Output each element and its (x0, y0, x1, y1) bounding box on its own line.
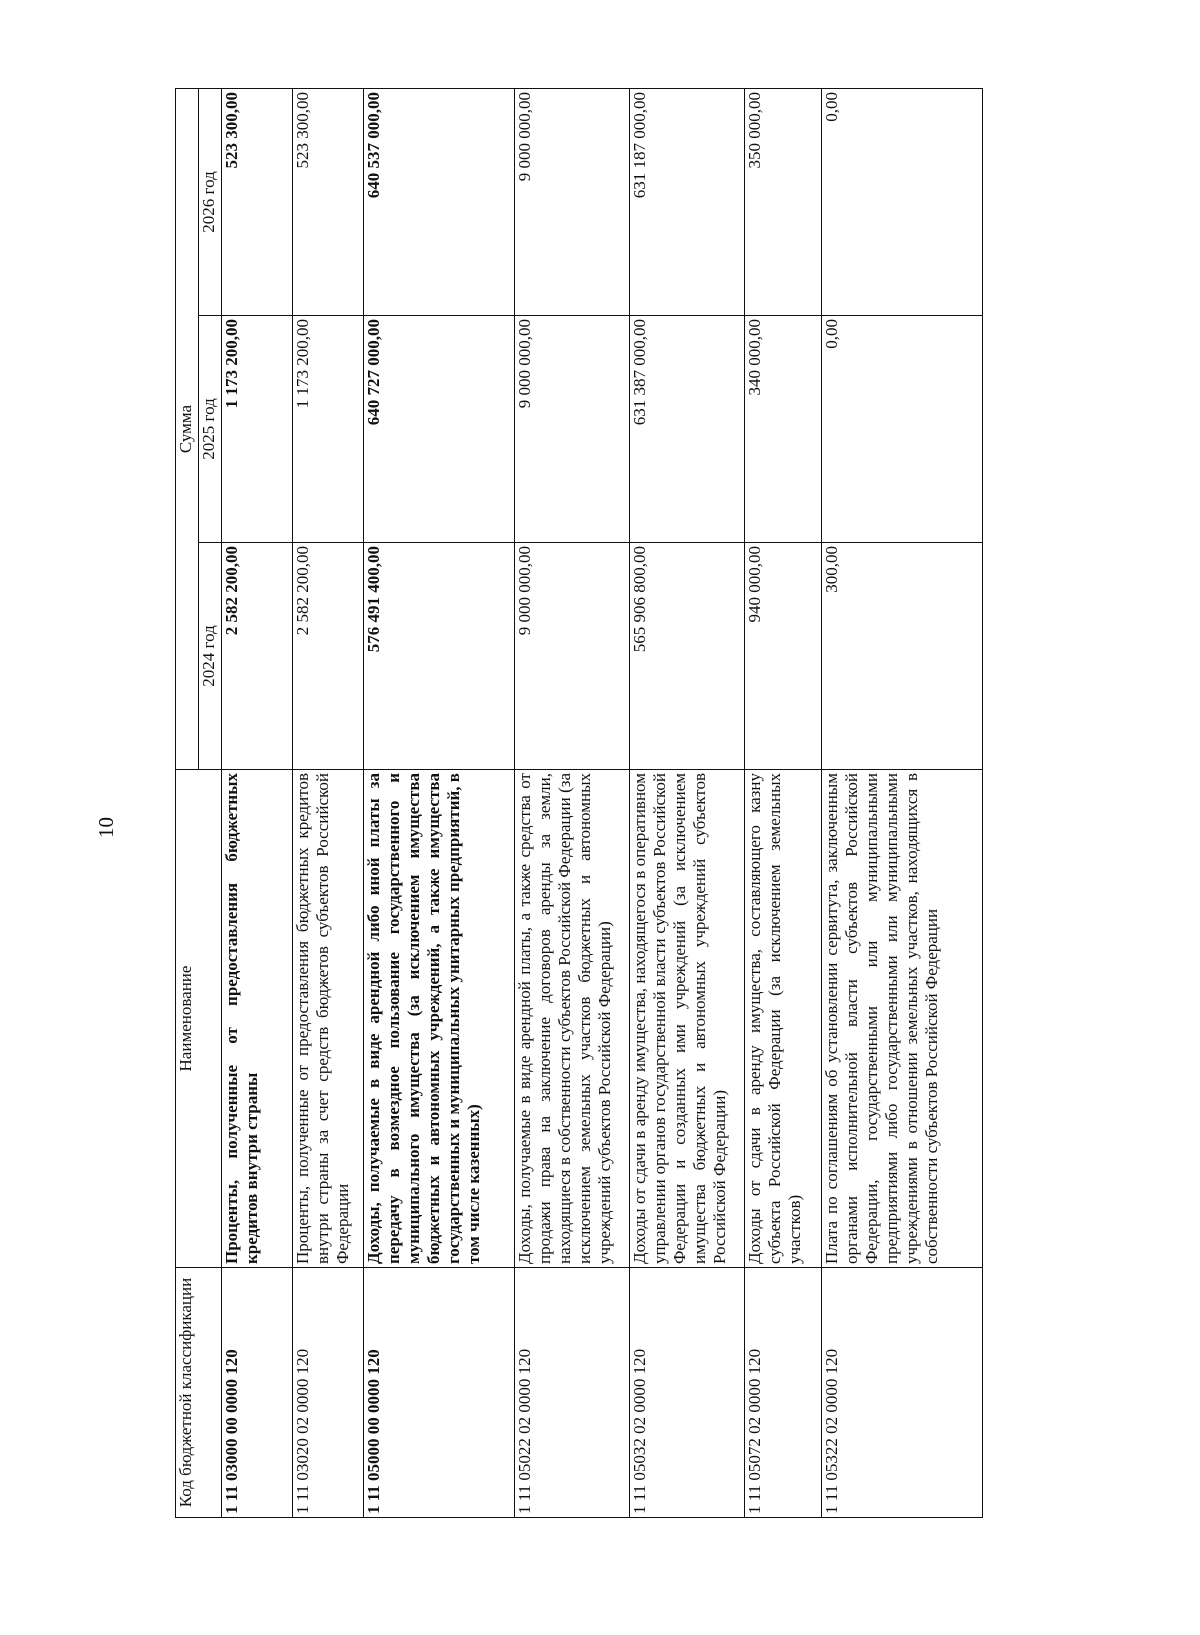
row-value-2024: 2 582 200,00 (293, 543, 364, 770)
header-row-1 (176, 88, 199, 1517)
row-value-2024: 9 000 000,00 (515, 543, 630, 770)
header-year-2025: 2025 год (199, 316, 222, 543)
row-value-2026: 350 000,00 (745, 88, 822, 315)
table-row (515, 88, 630, 1517)
row-value-2026: 523 300,00 (222, 88, 293, 315)
table-row (822, 88, 983, 1517)
row-code: 1 11 03000 00 0000 120 (222, 1268, 293, 1518)
row-value-2024: 300,00 (822, 543, 983, 770)
row-value-2025: 0,00 (822, 316, 983, 543)
row-name: Доходы, получаемые в виде арендной платы, а также средства от продажи права на заключение договоров аренды за земли, находящиеся в собственности субъектов Российской Федерации (за исключением земельных участков бюджетных и автономных учреждений субъектов Российской Федерации) (515, 770, 630, 1268)
row-name: Плата по соглашениям об установлении сервитута, заключенным органами исполнительной власти субъектов Российской Федерации, государственными или муниципальными предприятиями либо государственными или муниципальными учреждениями в отношении земельных участков, находящихся в собственности субъектов Российской Федерации (822, 770, 983, 1268)
row-name: Доходы от сдачи в аренду имущества, находящегося в оперативном управлении органов государственной власти субъектов Российской Федерации и созданных ими учреждений (за исключением имущества бюджетных и автономных учреждений субъектов Российской Федерации) (630, 770, 745, 1268)
row-value-2026: 640 537 000,00 (364, 88, 515, 315)
row-value-2025: 631 387 000,00 (630, 316, 745, 543)
row-name: Доходы, получаемые в виде арендной либо иной платы за передачу в возмездное пользование государственного и муниципального имущества (за исключением имущества бюджетных и автономных учреждений, а также имущества государственных и муниципальных унитарных предприятий, в том числе казенных) (364, 770, 515, 1268)
row-value-2025: 9 000 000,00 (515, 316, 630, 543)
row-value-2025: 340 000,00 (745, 316, 822, 543)
row-value-2024: 565 906 800,00 (630, 543, 745, 770)
row-value-2025: 1 173 200,00 (293, 316, 364, 543)
row-value-2024: 576 491 400,00 (364, 543, 515, 770)
row-value-2026: 523 300,00 (293, 88, 364, 315)
table-row (630, 88, 745, 1517)
header-name: Наименование (176, 770, 222, 1268)
row-value-2025: 640 727 000,00 (364, 316, 515, 543)
budget-table-container (175, 88, 1005, 1518)
header-year-2026: 2026 год (199, 88, 222, 315)
table-row (222, 88, 293, 1517)
row-value-2026: 9 000 000,00 (515, 88, 630, 315)
row-code: 1 11 05022 02 0000 120 (515, 1268, 630, 1518)
row-code: 1 11 03020 02 0000 120 (293, 1268, 364, 1518)
row-value-2026: 631 187 000,00 (630, 88, 745, 315)
table-row (293, 88, 364, 1517)
row-value-2024: 2 582 200,00 (222, 543, 293, 770)
header-year-2024: 2024 год (199, 543, 222, 770)
header-sum: Сумма (176, 88, 199, 769)
row-name: Проценты, полученные от предоставления бюджетных кредитов внутри страны (222, 770, 293, 1268)
row-code: 1 11 05072 02 0000 120 (745, 1268, 822, 1518)
row-code: 1 11 05032 02 0000 120 (630, 1268, 745, 1518)
row-code: 1 11 05322 02 0000 120 (822, 1268, 983, 1518)
budget-table (175, 88, 983, 1518)
header-code: Код бюджетной классификации (176, 1268, 222, 1518)
row-value-2024: 940 000,00 (745, 543, 822, 770)
row-value-2026: 0,00 (822, 88, 983, 315)
table-row (364, 88, 515, 1517)
row-name: Проценты, полученные от предоставления бюджетных кредитов внутри страны за счет средств бюджетов субъектов Российской Федерации (293, 770, 364, 1268)
row-name: Доходы от сдачи в аренду имущества, составляющего казну субъекта Российской Федерации (за исключением земельных участков) (745, 770, 822, 1268)
table-row (745, 88, 822, 1517)
page-number: 10 (94, 817, 118, 838)
row-code: 1 11 05000 00 0000 120 (364, 1268, 515, 1518)
row-value-2025: 1 173 200,00 (222, 316, 293, 543)
